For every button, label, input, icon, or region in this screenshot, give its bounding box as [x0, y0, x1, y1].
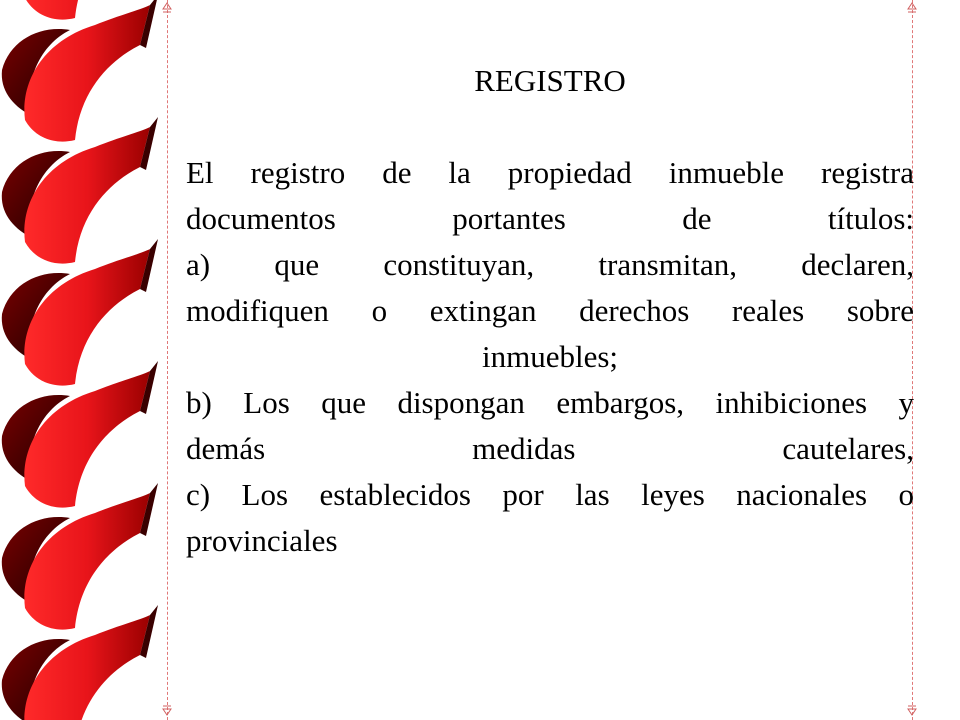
- arrow-up-icon: [907, 2, 917, 14]
- text-line: El registro de la propiedad inmueble registra: [186, 155, 914, 190]
- arrow-down-icon: [907, 704, 917, 716]
- red-ribbon-decoration: [0, 0, 170, 720]
- text-line: b) Los que dispongan embargos, inhibiciones y: [186, 385, 914, 420]
- ribbon-face: [24, 127, 150, 264]
- slide-title: REGISTRO: [474, 63, 626, 98]
- text-line: modifiquen o extingan derechos reales sobre: [186, 293, 914, 328]
- ribbon-face: [24, 615, 150, 720]
- ribbon-face: [24, 5, 150, 142]
- slide-content: [186, 58, 914, 564]
- ribbon-face: [24, 371, 150, 508]
- text-line: documentos portantes de títulos:: [186, 201, 914, 236]
- text-line: c) Los establecidos por las leyes nacionales o: [186, 477, 914, 512]
- text-line: demás medidas cautelares,: [186, 431, 914, 466]
- arrow-up-icon: [162, 2, 172, 14]
- arrow-down-icon: [162, 704, 172, 716]
- text-line: provinciales: [186, 523, 338, 558]
- text-line: inmuebles;: [481, 339, 619, 374]
- text-line: a) que constituyan, transmitan, declaren,: [186, 247, 914, 282]
- ribbon-face: [24, 493, 150, 630]
- left-guide-line: [167, 0, 168, 720]
- ribbon-face: [24, 249, 150, 386]
